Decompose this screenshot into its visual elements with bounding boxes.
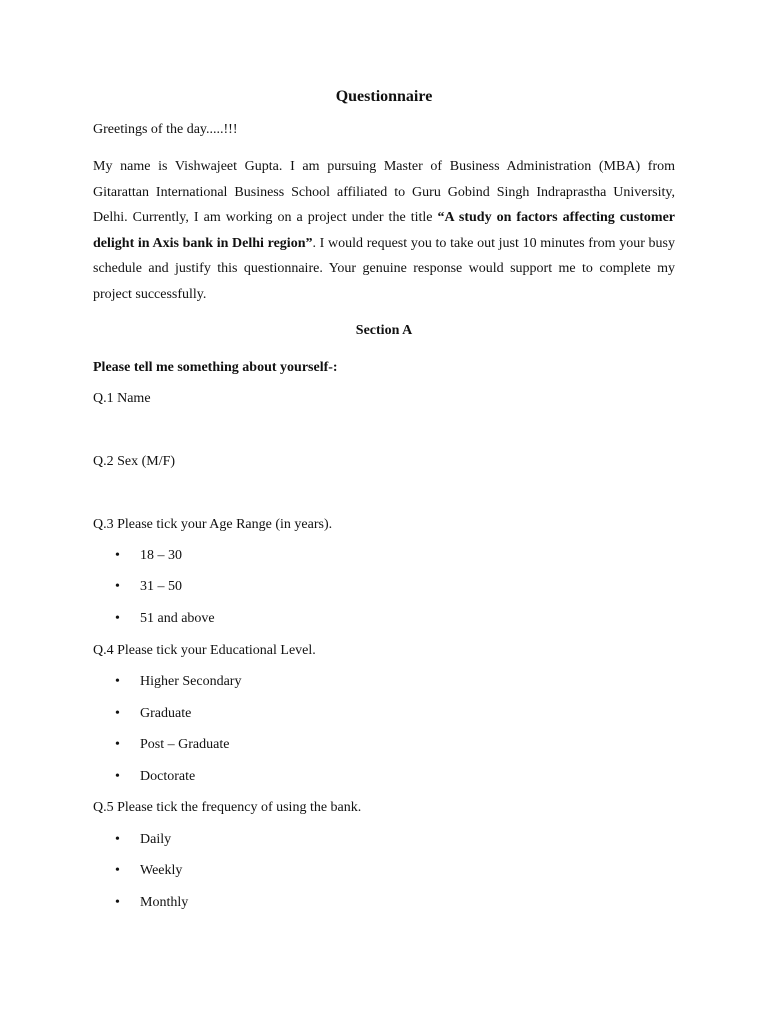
bullet-icon: • (115, 863, 120, 878)
bullet-icon: • (115, 832, 120, 847)
project-title: “A study on factors affecting customer delight in Axis bank in Delhi region” (93, 210, 675, 251)
question-5: Q.5 Please tick the frequency of using the bank. (93, 800, 362, 815)
bullet-icon: • (115, 895, 120, 910)
frequency-option: Daily (140, 832, 172, 847)
bullet-icon: • (115, 611, 120, 626)
bullet-icon: • (115, 706, 120, 721)
education-option: Doctorate (140, 769, 196, 784)
age-option: 18 – 30 (140, 548, 182, 563)
question-3: Q.3 Please tick your Age Range (in years). (93, 517, 333, 532)
age-option: 31 – 50 (140, 579, 182, 594)
education-option: Higher Secondary (140, 674, 242, 689)
bullet-icon: • (115, 674, 120, 689)
greeting-text: Greetings of the day.....!!! (93, 122, 238, 137)
education-option: Graduate (140, 706, 192, 721)
frequency-option: Monthly (140, 895, 189, 910)
question-4: Q.4 Please tick your Educational Level. (93, 643, 316, 658)
bullet-icon: • (115, 579, 120, 594)
question-2: Q.2 Sex (M/F) (93, 454, 176, 469)
intro-text-part1: My name is Vishwajeet Gupta. I am pursuing Master of Business Administration (MBA) from Gitarattan International Business School affiliated to Guru Gobind Singh Indraprastha University, Delhi. Currently, I am working on a project under the title (93, 159, 675, 225)
intro-paragraph (93, 154, 675, 307)
intro-text-part2: . I would request you to take out just 10 minutes from your busy schedule and justify this questionnaire. Your genuine response would support me to complete my project successfully. (93, 235, 675, 302)
bullet-icon: • (115, 769, 120, 784)
about-yourself-prompt: Please tell me something about yourself-: (93, 360, 338, 375)
page-title: Questionnaire (335, 88, 433, 105)
section-heading: Section A (355, 323, 413, 338)
question-1: Q.1 Name (93, 391, 151, 406)
bullet-icon: • (115, 548, 120, 563)
bullet-icon: • (115, 737, 120, 752)
age-option: 51 and above (140, 611, 215, 626)
frequency-option: Weekly (140, 863, 183, 878)
education-option: Post – Graduate (140, 737, 230, 752)
